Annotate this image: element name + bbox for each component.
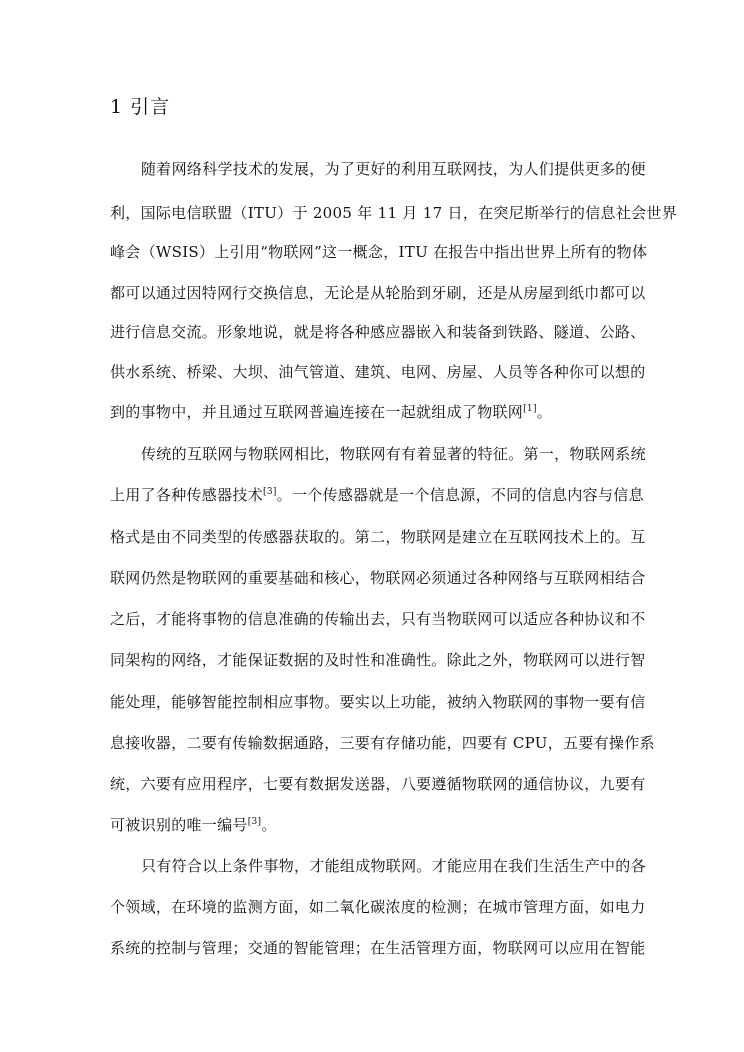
citation-ref-3b: [3]: [247, 817, 262, 827]
paragraph-2-line-2: [110, 485, 644, 505]
paragraph-3-line-2: 个领域，在环境的监测方面，如二氧化碳浓度的检测；在城市管理方面，如电力: [110, 898, 646, 916]
citation-ref-1: [1]: [523, 404, 537, 414]
paragraph-2-last-punct: 。: [261, 816, 277, 834]
section-title: 1 引言: [110, 96, 171, 118]
paragraph-2-line-8: 息接收器，二要有传输数据通路，三要有存储功能，四要有 CPU，五要有操作系: [110, 734, 655, 752]
citation-ref-3: [3]: [263, 487, 277, 497]
paragraph-2-line-3: 格式是由不同类型的传感器获取的。第二，物联网是建立在互联网技术上的。互: [110, 528, 646, 546]
paragraph-2-line-4: 联网仍然是物联网的重要基础和核心，物联网必须通过各种网络与互联网相结合: [110, 569, 646, 587]
paragraph-2-last-text: 可被识别的唯一编号: [110, 816, 248, 834]
paragraph-1-last-punct: 。: [536, 403, 553, 421]
paragraph-1-line-1: 随着网络科学技术的发展，为了更好的利用互联网技，为人们提供更多的便: [141, 160, 646, 178]
paragraph-1-line-3: 峰会（WSIS）上引用“物联网”这一概念，ITU 在报告中指出世界上所有的物体: [110, 243, 648, 261]
paragraph-2-line-6: 同架构的网络，才能保证数据的及时性和准确性。除此之外，物联网可以进行智: [110, 651, 646, 669]
paragraph-1-line-2: 利，国际电信联盟（ITU）于 2005 年 11 月 17 日，在突尼斯举行的信息社会世界: [110, 204, 678, 222]
paragraph-3-line-3: 系统的控制与管理；交通的智能管理；在生活管理方面，物联网可以应用在智能: [110, 939, 646, 957]
paragraph-2-line-5: 之后，才能将事物的信息准确的传输出去，只有当物联网可以适应各种协议和不: [110, 610, 646, 628]
paragraph-2-line-2-post: 。一个传感器就是一个信息源，不同的信息内容与信息: [276, 486, 644, 504]
paragraph-1-last-text: 到的事物中，并且通过互联网普遍连接在一起就组成了物联网: [110, 403, 524, 421]
paragraph-3-line-1: 只有符合以上条件事物，才能组成物联网。才能应用在我们生活生产中的各: [141, 857, 646, 875]
paragraph-2-line-9: 统，六要有应用程序，七要有数据发送器，八要遵循物联网的通信协议，九要有: [110, 775, 646, 793]
paragraph-1-line-4: 都可以通过因特网行交换信息，无论是从轮胎到牙刷，还是从房屋到纸巾都可以: [110, 284, 646, 302]
paragraph-2-line-10: [110, 815, 634, 835]
paragraph-2-line-7: 能处理，能够智能控制相应事物。要实以上功能，被纳入物联网的事物一要有信: [110, 693, 646, 711]
paragraph-1-line-7: [110, 402, 634, 422]
paragraph-1-line-6: 供水系统、桥梁、大坝、油气管道、建筑、电网、房屋、人员等各种你可以想的: [110, 363, 646, 381]
paragraph-2-line-1: 传统的互联网与物联网相比，物联网有有着显著的特征。第一，物联网系统: [141, 445, 646, 463]
paragraph-1-line-5: 进行信息交流。形象地说，就是将各种感应器嵌入和装备到铁路、隧道、公路、: [110, 323, 646, 341]
paragraph-2-line-2-pre: 上用了各种传感器技术: [110, 486, 264, 504]
